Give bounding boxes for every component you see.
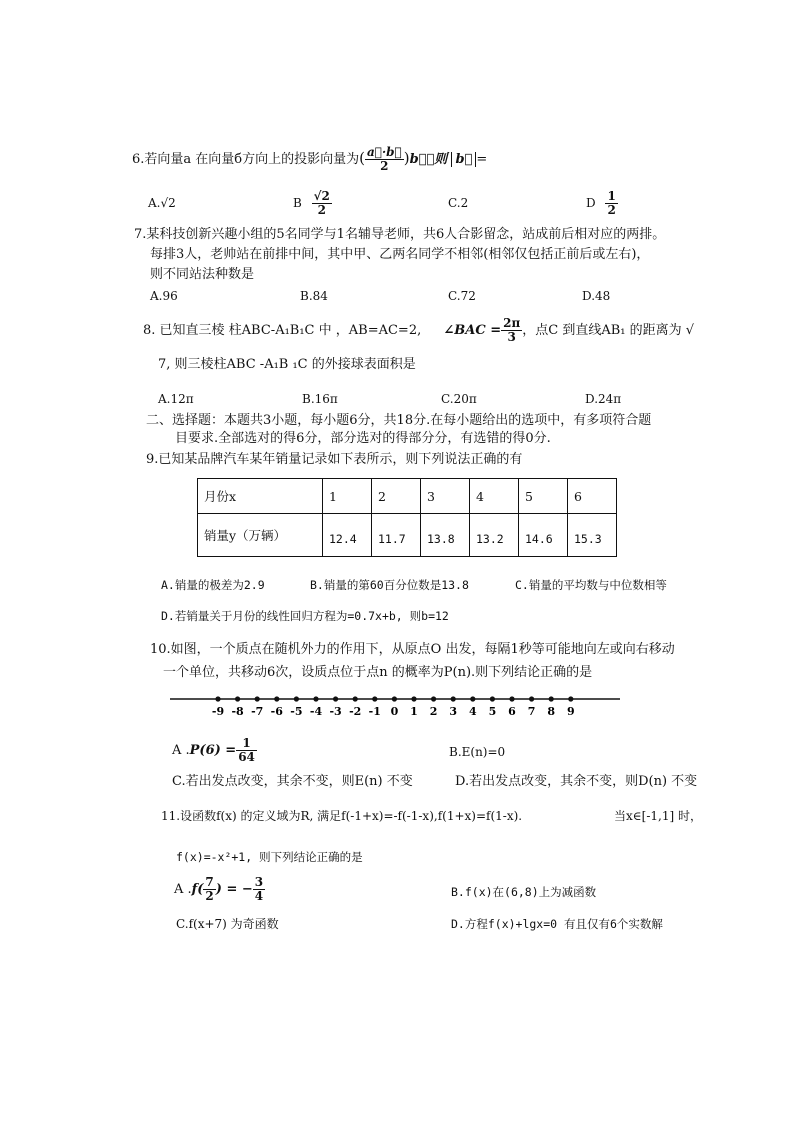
q10-option-a-pre: A . xyxy=(172,743,190,758)
q6-d-den: 2 xyxy=(607,203,616,217)
q9-option-d: D.若销量关于月份的线性回归方程为=0.7x+b, 则b=12 xyxy=(161,609,449,623)
q11-option-b: B.f(x)在(6,8)上为减函数 xyxy=(451,885,597,899)
number-line-tick-label: 7 xyxy=(527,705,536,718)
q6-option-a: A.√2 xyxy=(148,196,176,210)
q8-angle-fraction xyxy=(501,317,522,344)
q7-option-d: D.48 xyxy=(582,289,611,303)
number-line-tick-label: 4 xyxy=(468,705,477,718)
q11-option-a-mid: ) = − xyxy=(215,882,253,897)
number-line-point xyxy=(470,696,475,701)
q10-option-c: C.若出发点改变，其余不变，则E(n) 不变 xyxy=(172,774,413,789)
q6-option-c: C.2 xyxy=(448,196,469,210)
q9-sales-table xyxy=(197,478,617,557)
q10-option-a-fraction xyxy=(236,737,257,764)
number-line-point xyxy=(333,696,338,701)
q11-a-rden: 4 xyxy=(254,889,264,903)
q6-vector-fraction xyxy=(365,146,404,173)
number-line-point xyxy=(431,696,436,701)
number-line-point xyxy=(509,696,514,701)
q9-stem: 9.已知某品牌汽车某年销量记录如下表所示，则下列说法正确的有 xyxy=(146,452,523,467)
table-cell: 14.6 xyxy=(519,514,568,557)
q8-option-a: A.12π xyxy=(158,392,194,406)
number-line-point xyxy=(255,696,260,701)
q8-stem-post: ，点C 到直线AB₁ 的距离为 √ xyxy=(522,323,695,338)
q8-stem xyxy=(143,317,694,344)
q6-option-b xyxy=(293,190,332,217)
q6-option-d xyxy=(586,190,618,217)
number-line-tick-label: 6 xyxy=(508,705,516,718)
number-line-tick-label: -9 xyxy=(211,705,225,718)
q7-line3: 则不同站法种数是 xyxy=(150,267,255,282)
table-cell: 13.2 xyxy=(470,514,519,557)
q11-option-a-pre: A . xyxy=(174,882,192,897)
q11-a-den: 2 xyxy=(205,889,214,903)
number-line-tick-label: 5 xyxy=(488,705,497,718)
number-line-tick-label: 9 xyxy=(566,705,575,718)
q6-d-num: 1 xyxy=(607,189,616,203)
q6-stem-text: 6.若向量a 在向量б方向上的投影向量为 xyxy=(132,152,360,167)
q9-option-c: C.销量的平均数与中位数相等 xyxy=(515,578,667,592)
number-line-tick-label: 2 xyxy=(429,705,438,718)
q11-option-a-fraction-right xyxy=(253,876,265,903)
q10-option-a xyxy=(172,737,257,764)
number-line-point xyxy=(313,696,318,701)
number-line-tick-label: -8 xyxy=(231,705,244,718)
table-cell: 4 xyxy=(470,479,519,514)
q10-option-a-expr: P(6) = xyxy=(189,743,237,758)
q11-line2: f(x)=-x²+1, 则下列结论正确的是 xyxy=(176,850,363,864)
number-line-tick-label: -6 xyxy=(270,705,283,718)
q8-option-b: B.16π xyxy=(302,392,338,406)
number-line-point xyxy=(568,696,573,701)
number-line-tick-label: 3 xyxy=(449,705,458,718)
table-cell: 15.3 xyxy=(568,514,617,557)
q8-angle: ∠BAC = xyxy=(443,323,502,338)
q6-stem: 6.若向量a 在向量б方向上的投影向量为( $\frac{a⃗\cdot b⃗}{2}$ )b⃗，则 b⃗ = xyxy=(132,145,488,173)
q11-stem-right: 当x∈[-1,1] 时， xyxy=(614,809,702,823)
q8-angle-den: 3 xyxy=(507,330,516,344)
q7-line1: 7.某科技创新兴趣小组的5名同学与1名辅导老师，共6人合影留念，站成前后相对应的两排。 xyxy=(134,227,666,242)
q6-option-d-fraction xyxy=(605,190,617,217)
table-cell: 2 xyxy=(372,479,421,514)
number-line-point xyxy=(411,696,416,701)
number-line-point xyxy=(215,696,220,701)
table-cell: 11.7 xyxy=(372,514,421,557)
q10-line1: 10.如图，一个质点在随机外力的作用下，从原点O 出发，每隔1秒等可能地向左或向右移动 xyxy=(150,642,675,657)
q10-a-num: 1 xyxy=(236,737,257,751)
number-line-tick-label: -4 xyxy=(309,705,323,718)
table-cell: 6 xyxy=(568,479,617,514)
q7-option-a: A.96 xyxy=(150,289,178,303)
q6-vec-den: 2 xyxy=(380,159,389,173)
q11-stem: 11.设函数f(x) 的定义域为R, 满足f(-1+x)=-f(-1-x),f(1+x)=f(1-x). xyxy=(161,809,523,823)
table-cell: 3 xyxy=(421,479,470,514)
q7-option-c: C.72 xyxy=(448,289,476,303)
q9-option-b: B.销量的第60百分位数是13.8 xyxy=(310,578,469,592)
q11-option-c: C.f(x+7) 为奇函数 xyxy=(176,917,279,931)
q6-b-den: 2 xyxy=(317,203,326,217)
q8-angle-num: 2π xyxy=(503,316,521,330)
q11-option-a xyxy=(174,876,265,903)
table-cell: 13.8 xyxy=(421,514,470,557)
q6-b-num: √2 xyxy=(313,189,330,203)
q6-option-d-label: D xyxy=(586,196,596,210)
number-line-point xyxy=(490,696,495,701)
number-line-point xyxy=(353,696,358,701)
section2-line2: 目要求.全部选对的得6分，部分选对的得部分分，有选错的得0分. xyxy=(175,431,551,446)
number-line-point xyxy=(451,696,456,701)
number-line-tick-label: 8 xyxy=(547,705,556,718)
number-line-point xyxy=(372,696,377,701)
q8-stem-pre: 8. 已知直三棱 柱ABC-A₁B₁C 中 ，AB=AC=2, xyxy=(143,323,422,338)
q6-option-b-fraction xyxy=(312,190,332,217)
q10-number-line xyxy=(0,690,794,730)
number-line-tick-label: -2 xyxy=(349,705,362,718)
number-line-tick-label: -1 xyxy=(368,705,381,718)
table-row xyxy=(198,514,617,557)
q7-line2: 每排3人，老帅站在前排中间，其中甲、乙两名同学不相邻(相邻仅包括正前后或左右)， xyxy=(150,247,650,262)
q8-option-d: D.24π xyxy=(585,392,622,406)
q11-option-d: D.方程f(x)+lgx=0 有且仅有6个实数解 xyxy=(451,917,663,931)
q11-a-rnum: 3 xyxy=(254,875,264,889)
q6-vec-num: a⃗·b⃗ xyxy=(366,145,402,159)
number-line-point xyxy=(274,696,279,701)
number-line-point xyxy=(392,696,397,701)
number-line-tick-label: -5 xyxy=(290,705,303,718)
q6-eq: = xyxy=(476,152,488,167)
table-cell: 5 xyxy=(519,479,568,514)
q10-a-den: 64 xyxy=(238,750,255,764)
q9-option-a: A.销量的极差为2.9 xyxy=(161,578,265,592)
q10-option-b: B.E(n)=0 xyxy=(449,745,506,759)
q8-line2: 7, 则三棱柱ABC -A₁B ₁C 的外接球表面积是 xyxy=(158,357,416,372)
section2-line1: 二、选择题：本题共3小题，每小题6分，共18分.在每小题给出的选项中，有多项符合题 xyxy=(146,413,652,428)
q10-option-d: D.若出发点改变，其余不变，则D(n) 不变 xyxy=(455,774,698,789)
number-line-point xyxy=(529,696,534,701)
table-header-month: 月份x xyxy=(198,479,323,514)
table-header-sales: 销量y（万辆） xyxy=(198,514,323,557)
number-line-tick-label: 1 xyxy=(410,705,418,718)
q11-option-a-f: f( xyxy=(191,882,204,897)
q8-option-c: C.20π xyxy=(441,392,477,406)
q7-option-b: B.84 xyxy=(300,289,328,303)
q6-abs-b: b⃗ xyxy=(451,152,476,167)
q6-option-b-label: B xyxy=(293,196,302,210)
number-line-point xyxy=(549,696,554,701)
table-cell: 1 xyxy=(323,479,372,514)
number-line-tick-label: -3 xyxy=(329,705,342,718)
number-line-tick-label: 0 xyxy=(390,705,399,718)
q6-vec-post: b⃗，则 xyxy=(409,152,448,167)
q11-a-num: 7 xyxy=(205,875,214,889)
table-cell: 12.4 xyxy=(323,514,372,557)
table-row xyxy=(198,479,617,514)
number-line-point xyxy=(235,696,240,701)
q11-option-a-fraction-left xyxy=(203,876,215,903)
number-line-tick-label: -7 xyxy=(251,705,264,718)
number-line-point xyxy=(294,696,299,701)
q10-line2: 一个单位，共移动6次，设质点位于点n 的概率为P(n).则下列结论正确的是 xyxy=(163,665,593,680)
